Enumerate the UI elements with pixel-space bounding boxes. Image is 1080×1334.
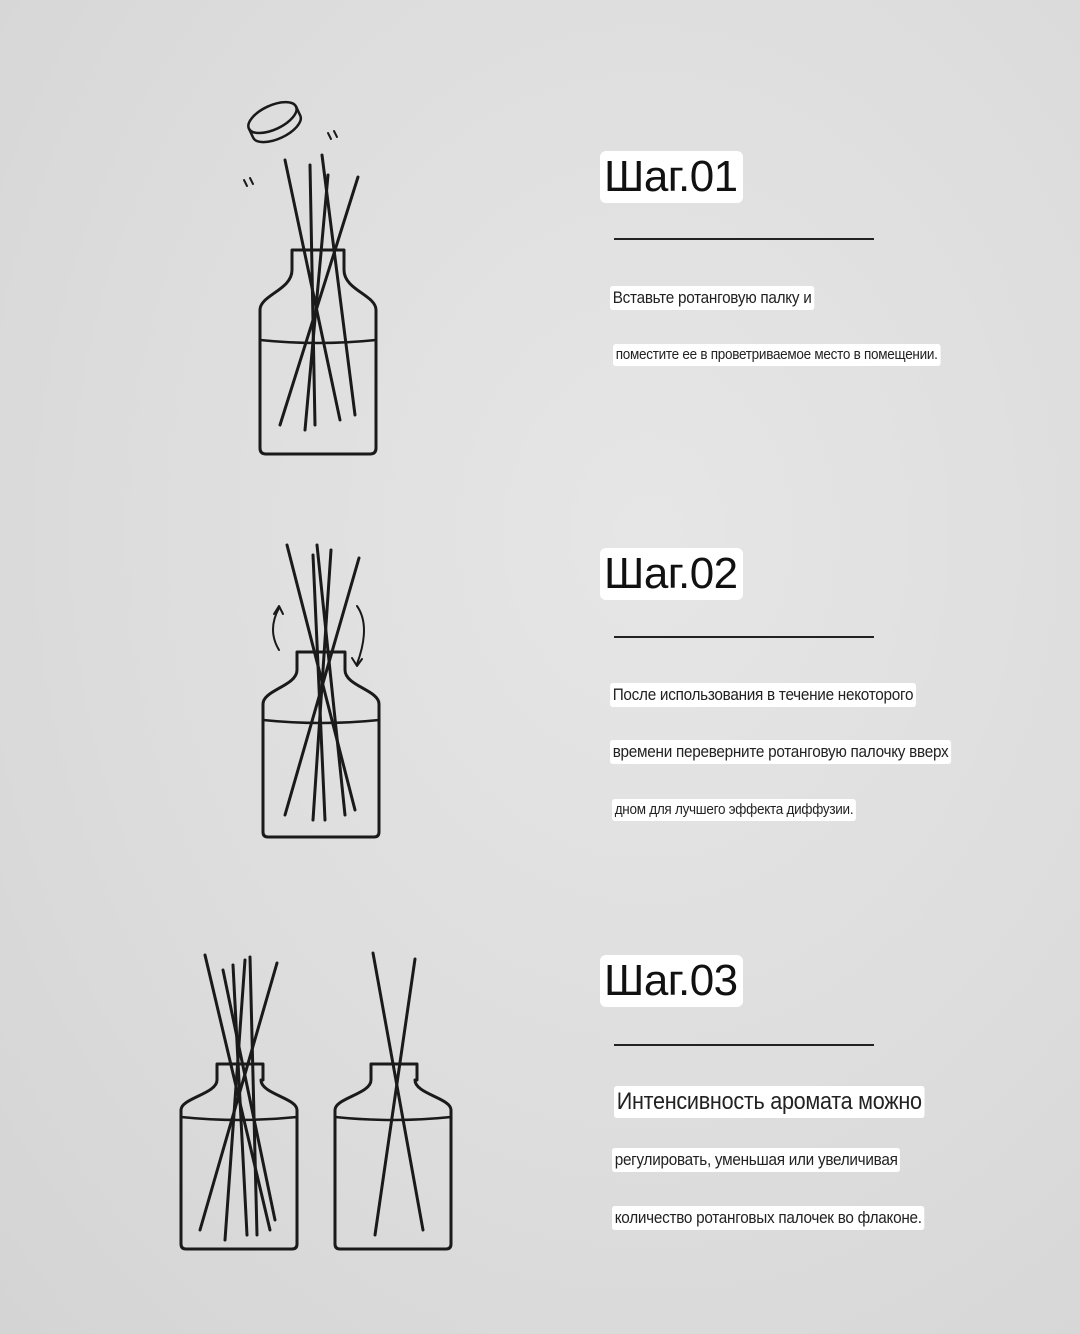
step-3-text-line-1: Интенсивность аромата можно [614,1086,925,1118]
step-2-text-line-1: После использования в течение некоторого [610,683,916,707]
step-3-text-line-3: количество ротанговых палочек во флаконе. [612,1206,924,1230]
diffusers-comparison-illustration [175,945,465,1260]
step-3-text-line-2: регулировать, уменьшая или увеличивая [612,1148,900,1172]
step-2-text-line-2: времени переверните ротанговую палочку вверх [610,740,951,764]
bottle-many-sticks [181,955,297,1249]
bottle-few-sticks [335,953,451,1249]
step-1-title: Шаг.01 [600,151,743,203]
step-2-text-line-3: дном для лучшего эффекта диффузии. [612,799,856,821]
step-3-title: Шаг.03 [600,955,743,1007]
step-2-title: Шаг.02 [600,548,743,600]
step-1-text-line-1: Вставьте ротанговую палку и [610,286,814,310]
step-3-divider [614,1044,874,1046]
step-1-text-line-2: поместите ее в проветриваемое место в помещении. [613,344,940,366]
